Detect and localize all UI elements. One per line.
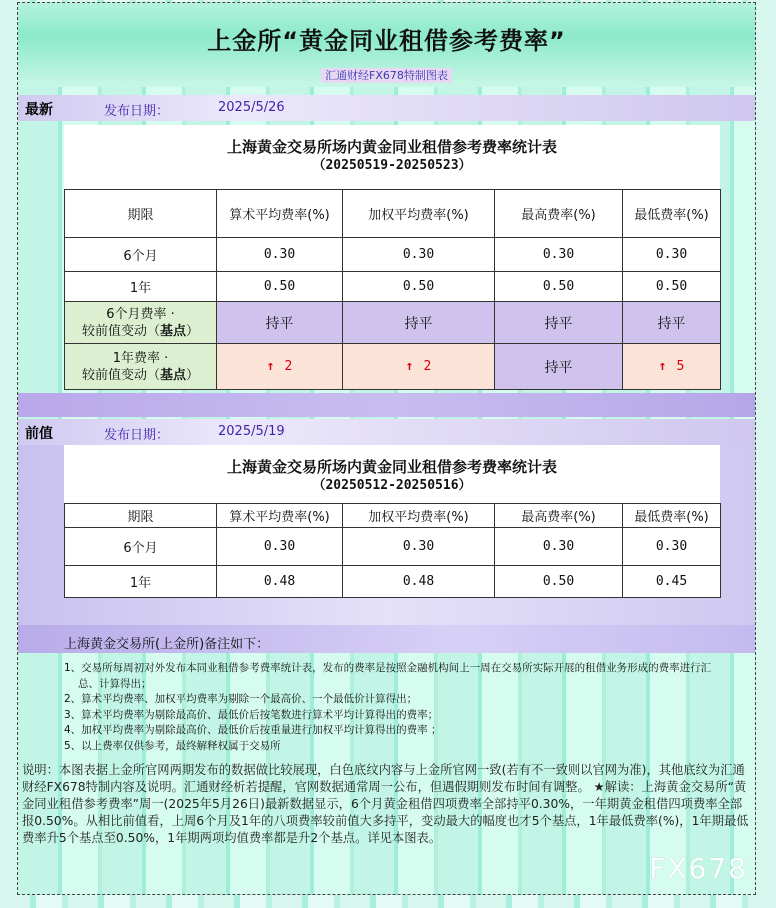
note-item: 5、以上费率仅供参考，最终解释权属于交易所 xyxy=(64,739,281,752)
change-label-suffix: ） xyxy=(186,323,200,339)
flat-badge: 持平 xyxy=(343,302,495,344)
subtitle-text: 汇通财经FX678特制图表 xyxy=(321,68,452,83)
change-row-6m xyxy=(65,302,721,344)
page-title: 上金所“黄金同业租借参考费率” xyxy=(207,27,566,55)
change-label-line1: 1年费率 · xyxy=(112,350,169,366)
up-arrow-icon: ↑ xyxy=(658,359,667,374)
previous-section-header xyxy=(18,419,755,445)
term-cell: 6个月 xyxy=(65,238,217,272)
latest-tag: 最新 xyxy=(25,102,53,118)
previous-rate-table xyxy=(64,503,721,598)
table-row xyxy=(65,528,721,566)
previous-tag: 前值 xyxy=(25,426,53,442)
latest-rate-table xyxy=(64,189,721,390)
value-cell: 0.30 xyxy=(343,238,495,272)
change-label-bold: 基点 xyxy=(159,323,186,339)
note-item: 1、交易所每周初对外发布本同业租借参考费率统计表，发布的费率是按照金融机构间上一周在交易所实际开展的租借业务形成的费率进行汇总、计算得出； xyxy=(64,662,712,690)
value-cell: 0.50 xyxy=(623,272,721,302)
value-cell: 0.50 xyxy=(495,272,623,302)
previous-date: 2025/5/19 xyxy=(218,424,285,439)
col-high-header: 最高费率(%) xyxy=(495,190,623,238)
previous-table-title: 上海黄金交易所场内黄金同业租借参考费率统计表 xyxy=(226,458,557,476)
change-label-line2 xyxy=(65,367,216,384)
col-arith-header: 算术平均费率(%) xyxy=(217,190,343,238)
term-cell: 6个月 xyxy=(65,528,217,566)
value-cell: 0.30 xyxy=(623,528,721,566)
previous-header-row xyxy=(65,504,721,528)
value-cell: 0.50 xyxy=(217,272,343,302)
increase-cell xyxy=(217,344,343,390)
value-cell: 0.30 xyxy=(623,238,721,272)
value-cell: 0.48 xyxy=(217,566,343,598)
term-cell: 1年 xyxy=(65,272,217,302)
value-cell: 0.50 xyxy=(495,566,623,598)
value-cell: 0.30 xyxy=(217,528,343,566)
watermark: FX678 xyxy=(649,852,748,885)
latest-table-title: 上海黄金交易所场内黄金同业租借参考费率统计表 xyxy=(226,138,557,156)
change-label-line2 xyxy=(65,323,216,340)
header-band xyxy=(18,3,755,87)
latest-table-title-panel xyxy=(64,125,720,189)
value-cell: 0.48 xyxy=(343,566,495,598)
page-subtitle xyxy=(18,67,755,83)
value-cell: 0.30 xyxy=(495,528,623,566)
section-divider xyxy=(18,393,755,417)
col-low-header: 最低费率(%) xyxy=(623,504,721,528)
explanation-text: 说明：本图表据上金所官网两期发布的数据做比较展现，白色底纹内容与上金所官网一致(若有不一致则以官网为准)，其他底纹为汇通财经FX678特制内容及说明。汇通财经析若提醒，官网数据通常周一公布，但遇假期则发布时间有调整。 ★解读：上海黄金交易所“黄金同业租借参考费率”周一(2025年5月26日)最新数据显示，6个月黄金租借四项费率全部持平0.30%，一年期黄金租借四项费率全部报0.50%。从相比前值看，上周6个月及1年的八项费率较前值大多持平，变动最大的幅度也才5个基点，1年最低费率(%)，1年期最低费率升5个基点至0.50%，1年期两项均值费率都是升2个基点。详见本图表。 xyxy=(22,763,749,845)
table-row xyxy=(65,238,721,272)
up-arrow-icon: ↑ xyxy=(266,359,275,374)
latest-date: 2025/5/26 xyxy=(218,100,285,115)
change-row-label xyxy=(65,344,217,390)
previous-table-range: （20250512-20250516） xyxy=(312,478,472,493)
change-value: 5 xyxy=(676,359,685,374)
note-item: 3、算术平均费率为剔除最高价、最低价后按笔数进行算术平均计算得出的费率； xyxy=(64,708,439,721)
change-label-bold: 基点 xyxy=(159,367,186,383)
col-high-header: 最高费率(%) xyxy=(495,504,623,528)
latest-table-range: （20250519-20250523） xyxy=(312,158,472,173)
flat-badge: 持平 xyxy=(495,302,623,344)
table-row xyxy=(65,566,721,598)
change-row-label xyxy=(65,302,217,344)
value-cell: 0.30 xyxy=(217,238,343,272)
notes-heading: 上海黄金交易所(上金所)备注如下： xyxy=(64,637,270,652)
flat-badge: 持平 xyxy=(217,302,343,344)
latest-date-label: 发布日期： xyxy=(104,104,170,119)
latest-section-header xyxy=(18,95,755,121)
flat-badge: 持平 xyxy=(623,302,721,344)
latest-header-row xyxy=(65,190,721,238)
change-label-prefix: 较前值变动（ xyxy=(81,323,160,339)
change-label-line1: 6个月费率 · xyxy=(106,306,175,322)
value-cell: 0.30 xyxy=(495,238,623,272)
value-cell: 0.50 xyxy=(343,272,495,302)
term-cell: 1年 xyxy=(65,566,217,598)
notes-list xyxy=(64,661,724,755)
col-low-header: 最低费率(%) xyxy=(623,190,721,238)
previous-date-label: 发布日期： xyxy=(104,428,170,443)
change-row-1y xyxy=(65,344,721,390)
up-arrow-icon: ↑ xyxy=(405,359,414,374)
increase-cell xyxy=(343,344,495,390)
col-term-header: 期限 xyxy=(65,190,217,238)
change-label-prefix: 较前值变动（ xyxy=(81,367,160,383)
col-weighted-header: 加权平均费率(%) xyxy=(343,504,495,528)
value-cell: 0.30 xyxy=(343,528,495,566)
flat-badge: 持平 xyxy=(495,344,623,390)
note-item: 2、算术平均费率、加权平均费率为剔除一个最高价、一个最低价计算得出； xyxy=(64,693,418,706)
increase-cell xyxy=(623,344,721,390)
change-value: 2 xyxy=(284,359,293,374)
col-weighted-header: 加权平均费率(%) xyxy=(343,190,495,238)
change-label-suffix: ） xyxy=(186,367,200,383)
note-item: 4、加权平均费率为剔除最高价、最低价后按重量进行加权平均计算得出的费率 ； xyxy=(64,724,442,737)
previous-table-title-panel xyxy=(64,445,720,503)
col-term-header: 期限 xyxy=(65,504,217,528)
table-row xyxy=(65,272,721,302)
col-arith-header: 算术平均费率(%) xyxy=(217,504,343,528)
change-value: 2 xyxy=(423,359,432,374)
value-cell: 0.45 xyxy=(623,566,721,598)
